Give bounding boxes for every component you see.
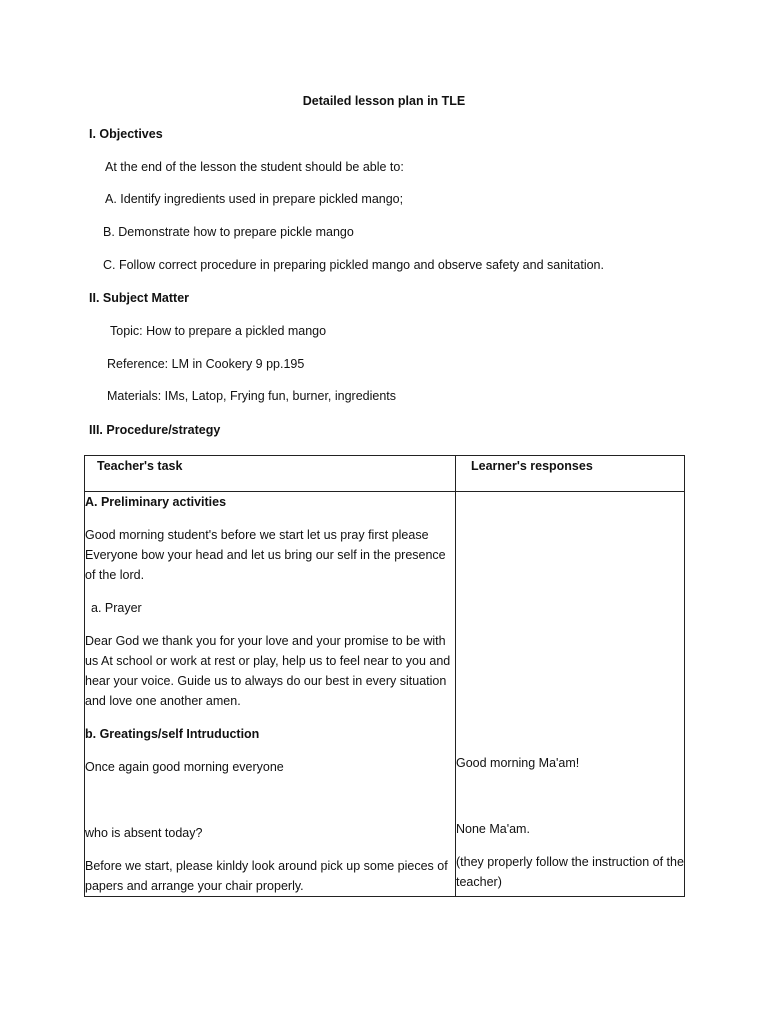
learner-line-none: None Ma'am. bbox=[456, 822, 530, 836]
preliminary-activities-heading: A. Preliminary activities bbox=[85, 495, 227, 509]
procedure-heading: III. Procedure/strategy bbox=[89, 423, 221, 437]
prayer-text: Dear God we thank you for your love and your promise to be with us At school or work at rest or play, help us to feel near to you and hear your voice. Guide us to always do our best in every situation and love one another amen. bbox=[85, 634, 451, 708]
document-title: Detailed lesson plan in TLE bbox=[302, 94, 466, 108]
objectives-intro: At the end of the lesson the student should be able to: bbox=[105, 160, 404, 174]
teacher-task-header: Teacher's task bbox=[85, 456, 456, 492]
teacher-line-instructions: Before we start, please kinldy look around pick up some pieces of papers and arrange your chair properly. bbox=[85, 859, 448, 893]
teacher-line-good-morning: Once again good morning everyone bbox=[85, 760, 284, 774]
subject-materials: Materials: IMs, Latop, Frying fun, burner, ingredients bbox=[107, 389, 397, 403]
learner-line-follow: (they properly follow the instruction of the teacher) bbox=[456, 855, 684, 889]
prayer-label: a. Prayer bbox=[91, 601, 142, 615]
teacher-line-absent: who is absent today? bbox=[85, 826, 203, 840]
objective-item-b: B. Demonstrate how to prepare pickle mango bbox=[103, 225, 354, 239]
subject-reference: Reference: LM in Cookery 9 pp.195 bbox=[107, 357, 305, 371]
objectives-heading: I. Objectives bbox=[89, 127, 163, 141]
greetings-heading: b. Greatings/self Intruduction bbox=[85, 727, 260, 741]
table-header-row bbox=[85, 456, 685, 492]
subject-matter-heading: II. Subject Matter bbox=[89, 291, 190, 305]
objective-item-a: A. Identify ingredients used in prepare pickled mango; bbox=[105, 192, 404, 206]
teacher-task-cell bbox=[85, 492, 456, 897]
greeting-paragraph: Good morning student's before we start let us pray first please Everyone bow your head and let us bring our self in the presence of the lord. bbox=[85, 528, 446, 582]
learner-line-good-morning: Good morning Ma'am! bbox=[456, 756, 580, 770]
table-body-row bbox=[85, 492, 685, 897]
learner-responses-header: Learner's responses bbox=[456, 456, 685, 492]
procedure-table bbox=[84, 455, 685, 897]
learner-spacer bbox=[456, 492, 684, 753]
subject-topic: Topic: How to prepare a pickled mango bbox=[110, 324, 327, 338]
objective-item-c: C. Follow correct procedure in preparing pickled mango and observe safety and sanitation. bbox=[103, 258, 604, 272]
learner-responses-cell bbox=[456, 492, 685, 897]
